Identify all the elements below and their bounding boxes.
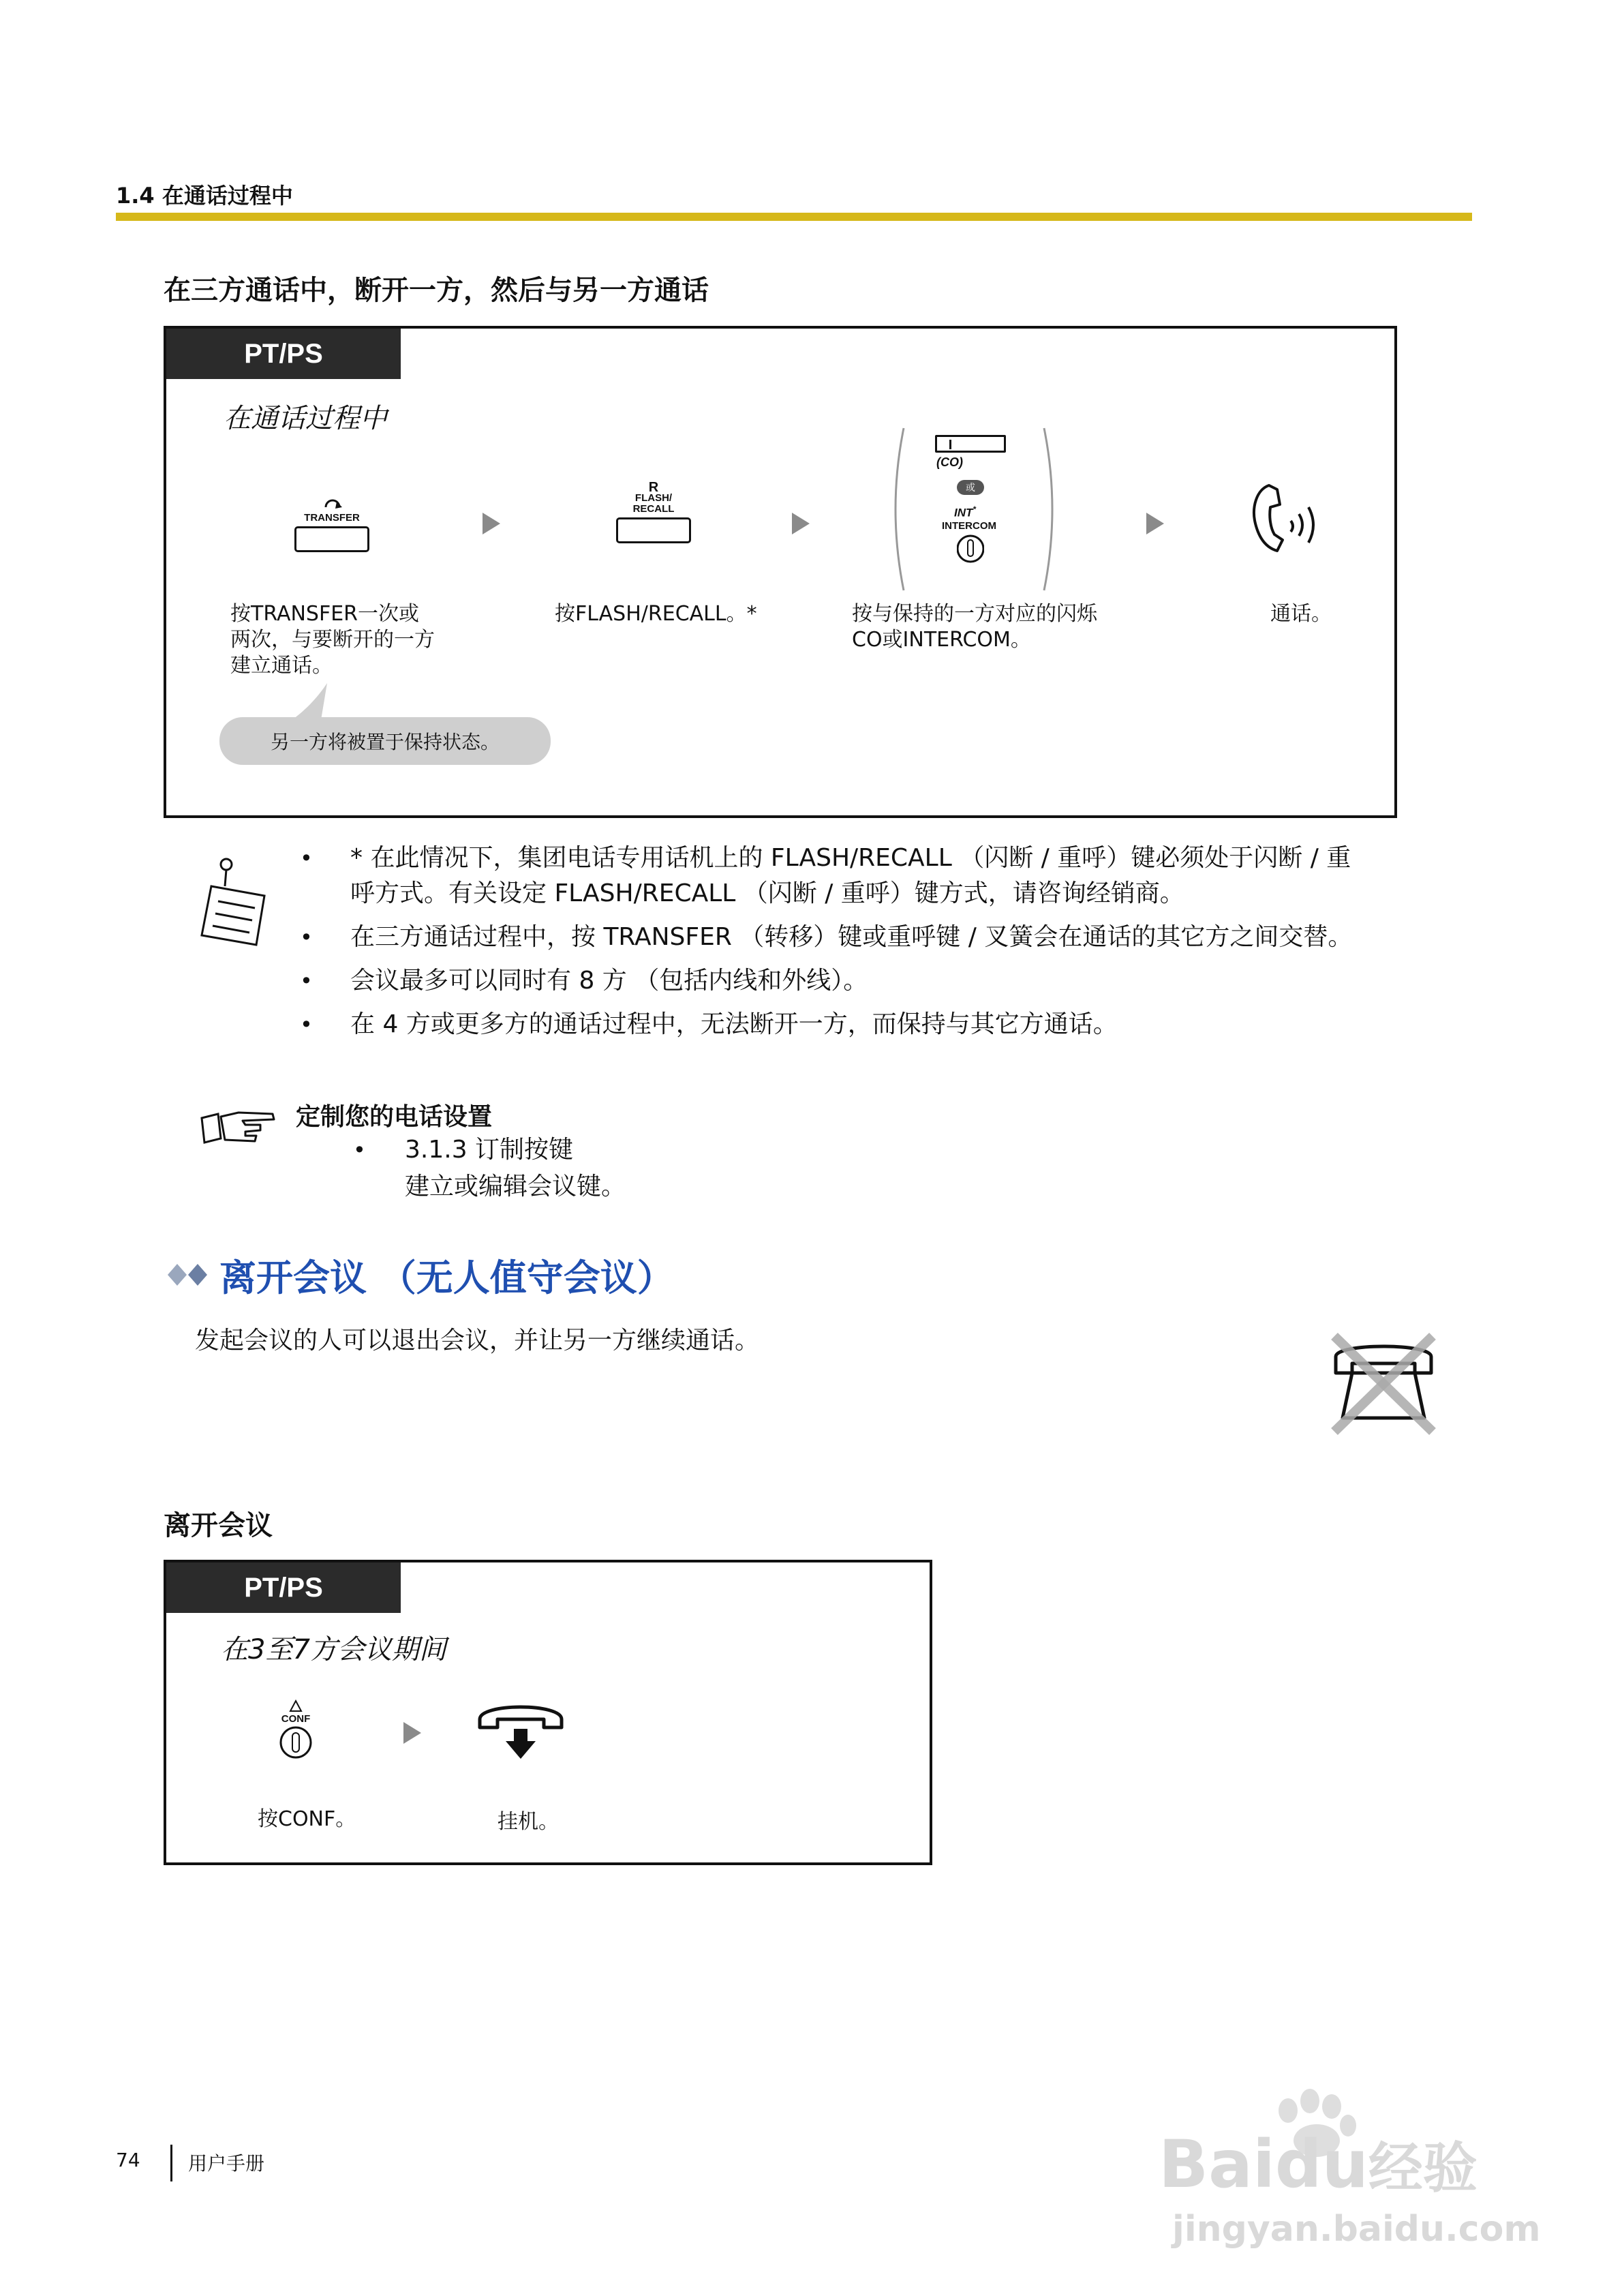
co-button[interactable] [935, 435, 1006, 453]
step-arrow-icon [483, 513, 500, 534]
note-text: * 在此情况下，集团电话专用话机上的 FLASH/RECALL （闪断 / 重呼）键必须处于闪断 / 重 [350, 844, 1351, 872]
note-item [300, 922, 1486, 965]
step3-caption [852, 601, 1097, 653]
context-label: 在通话过程中 [224, 403, 387, 434]
step1-caption-line: 两次，与要断开的一方 [230, 628, 435, 652]
hold-notice-bubble: 另一方将被置于保持状态。 [219, 717, 551, 765]
bullet: • [353, 1137, 366, 1163]
bullet: • [300, 845, 313, 871]
section1-title: 在三方通话中，断开一方，然后与另一方通话 [164, 275, 709, 306]
step-arrow-icon [1146, 513, 1164, 534]
pointing-hand-icon [198, 1104, 279, 1145]
diamond-bullet-icon [166, 1261, 215, 1288]
step3-caption-line: 按与保持的一方对应的闪烁 [852, 602, 1097, 626]
talk-handset-icon [1243, 480, 1325, 555]
box-tab: PT/PS [166, 1562, 401, 1613]
footer-divider [170, 2145, 172, 2181]
step1-caption-line: 按TRANSFER一次或 [230, 602, 420, 626]
note-text: 呼方式。有关设定 FLASH/RECALL （闪断 / 重呼）键方式，请咨询经销商。 [350, 879, 1184, 907]
flash-recall-button[interactable] [616, 517, 691, 543]
customize-heading: 定制您的电话设置 [296, 1103, 493, 1131]
watermark-brand-2: du [1274, 2126, 1368, 2203]
watermark-brand [1159, 2127, 1478, 2206]
watermark-brand-3: 经验 [1368, 2136, 1478, 2200]
note-item [300, 1009, 1486, 1053]
hang-up-caption: 挂机。 [498, 1810, 559, 1834]
step4-caption: 通话。 [1270, 602, 1332, 626]
watermark-url: jingyan.baidu.com [1172, 2209, 1541, 2250]
telephone-crossed-icon [1315, 1329, 1452, 1438]
transfer-arrow-icon [294, 492, 369, 513]
notes-list [300, 843, 1486, 1053]
note-item-continuation [300, 878, 1486, 922]
bullet: • [300, 1012, 313, 1038]
step1-caption [230, 601, 476, 679]
baidu-watermark [1159, 2086, 1595, 2250]
or-badge: 或 [957, 480, 984, 495]
section-header: 1.4 在通话过程中 [116, 183, 293, 209]
step3-caption-line: CO或INTERCOM。 [852, 628, 1031, 652]
conf-caption: 按CONF。 [258, 1807, 356, 1831]
conf-label: CONF [281, 1713, 311, 1725]
flash-recall-key[interactable] [616, 482, 691, 543]
customize-item-desc: 建立或编辑会议键。 [405, 1173, 626, 1200]
r-label: R [648, 480, 659, 495]
int-label-text: INT [954, 506, 973, 519]
step-arrow-icon [792, 513, 810, 534]
page-number: 74 [116, 2149, 140, 2171]
section3-title: 离开会议 [164, 1510, 273, 1541]
int-label [954, 504, 976, 520]
step1-caption-line: 建立通话。 [230, 654, 333, 678]
int-label-star: * [973, 504, 977, 514]
footer-label: 用户手册 [188, 2152, 265, 2175]
procedure-box-2 [164, 1560, 932, 1865]
note-text: 在 4 方或更多方的通话过程中，无法断开一方，而保持与其它方通话。 [350, 1010, 1118, 1038]
note-item [300, 843, 1486, 878]
hang-up-icon [473, 1699, 568, 1767]
note-item [300, 965, 1486, 1009]
intercom-label: INTERCOM [942, 520, 996, 532]
section2-description: 发起会议的人可以退出会议，并让另一方继续通话。 [195, 1327, 760, 1355]
customize-item-ref[interactable]: 3.1.3 订制按键 [405, 1136, 574, 1164]
notepad-icon [198, 845, 279, 948]
bullet: • [300, 968, 313, 994]
note-text: 会议最多可以同时有 8 方 （包括内线和外线）。 [350, 967, 868, 995]
bullet: • [300, 924, 313, 950]
procedure-box-1 [164, 326, 1397, 818]
transfer-key[interactable] [294, 492, 369, 552]
flash-recall-label: FLASH/ RECALL [632, 492, 675, 515]
intercom-button[interactable] [957, 533, 984, 564]
step2-caption: 按FLASH/RECALL。* [555, 602, 757, 626]
transfer-key-label: TRANSFER [304, 512, 360, 524]
transfer-button[interactable] [294, 526, 369, 552]
header-rule [116, 213, 1472, 221]
box-tab: PT/PS [166, 329, 401, 379]
conf-triangle-icon [269, 1699, 323, 1714]
note-text: 在三方通话过程中，按 TRANSFER （转移）键或重呼键 / 叉簧会在通话的其它方之间交替。 [350, 923, 1353, 951]
co-label: (CO) [936, 455, 963, 469]
conf-button[interactable] [269, 1725, 323, 1760]
step-arrow-icon [403, 1722, 421, 1744]
context-label: 在3至7方会议期间 [221, 1634, 446, 1665]
watermark-brand-1: Bai [1159, 2126, 1275, 2203]
section2-title: 离开会议 （无人值守会议） [219, 1256, 674, 1299]
conf-key[interactable] [269, 1699, 323, 1760]
